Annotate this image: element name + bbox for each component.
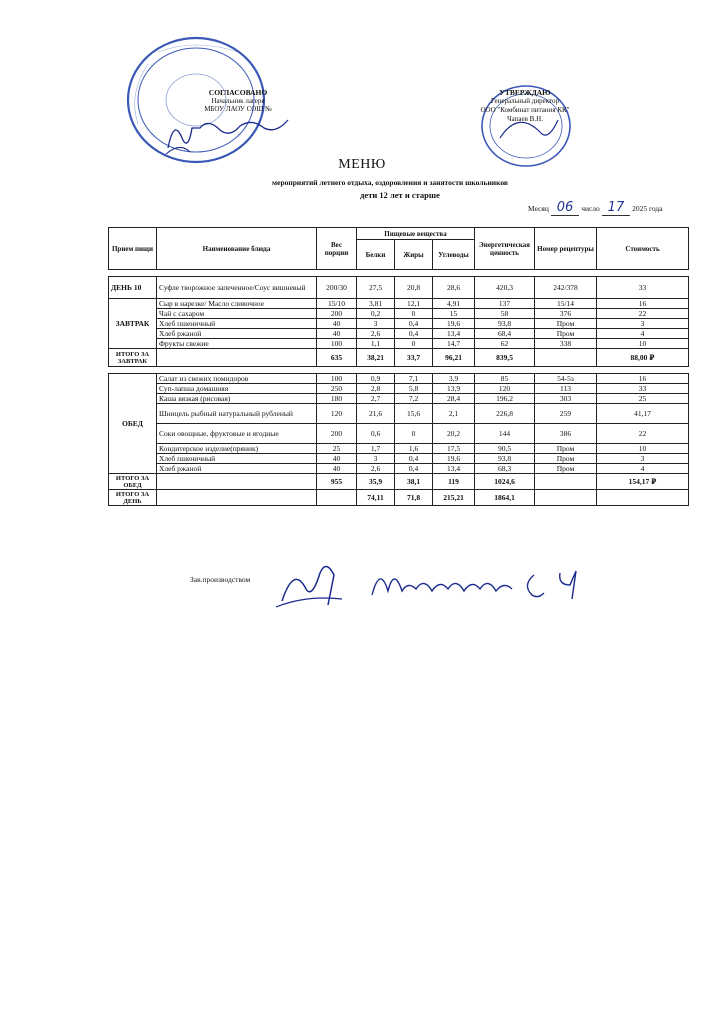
fat-cell: 12,1 — [395, 299, 433, 309]
recipe-cell: Пром — [535, 329, 597, 339]
day-value: 17 — [602, 200, 631, 216]
carbs-cell: 17,5 — [433, 444, 475, 454]
header-fat: Жиры — [395, 240, 433, 270]
header-nutrients: Пищевые вещества — [357, 228, 475, 240]
protein-cell: 74,11 — [357, 490, 395, 506]
carbs-cell: 19,6 — [433, 319, 475, 329]
fat-cell: 71,8 — [395, 490, 433, 506]
month-value: 06 — [551, 200, 580, 216]
cost-cell: 33 — [597, 277, 689, 299]
total-label-cell: ИТОГО ЗА ЗАВТРАК — [109, 349, 157, 367]
carbs-cell: 215,21 — [433, 490, 475, 506]
table-row — [109, 277, 689, 299]
energy-cell: 137 — [475, 299, 535, 309]
carbs-cell: 20,2 — [433, 424, 475, 444]
energy-cell: 144 — [475, 424, 535, 444]
header-recipe: Номер рецептуры — [535, 228, 597, 270]
cost-cell: 10 — [597, 339, 689, 349]
energy-cell: 120 — [475, 384, 535, 394]
fat-cell: 0 — [395, 339, 433, 349]
weight-cell: 40 — [317, 464, 357, 474]
header-dish: Наименование блюда — [157, 228, 317, 270]
carbs-cell: 4,91 — [433, 299, 475, 309]
table-row — [109, 309, 689, 319]
fat-cell: 38,1 — [395, 474, 433, 490]
table-row — [109, 444, 689, 454]
protein-cell: 3,81 — [357, 299, 395, 309]
dish-cell: Каша вязкая (рисовая) — [157, 394, 317, 404]
carbs-cell: 13,9 — [433, 384, 475, 394]
protein-cell: 0,2 — [357, 309, 395, 319]
menu-table — [108, 227, 689, 506]
breakfast-total-row — [109, 349, 689, 367]
recipe-cell: Пром — [535, 454, 597, 464]
approval-block-right — [470, 88, 580, 124]
energy-cell: 85 — [475, 374, 535, 384]
recipe-cell: 376 — [535, 309, 597, 319]
carbs-cell: 14,7 — [433, 339, 475, 349]
protein-cell: 2,8 — [357, 384, 395, 394]
approval-right-line1: Генеральный директор — [491, 97, 559, 105]
recipe-cell: 338 — [535, 339, 597, 349]
header-energy: Энергетическая ценность — [475, 228, 535, 270]
protein-cell: 1,1 — [357, 339, 395, 349]
dish-cell: Хлеб ржаной — [157, 329, 317, 339]
energy-cell: 196,2 — [475, 394, 535, 404]
energy-cell: 68,3 — [475, 464, 535, 474]
carbs-cell: 96,21 — [433, 349, 475, 367]
protein-cell: 2,6 — [357, 329, 395, 339]
dish-cell: Суп-лапша домашняя — [157, 384, 317, 394]
weight-cell: 635 — [317, 349, 357, 367]
fat-cell: 0 — [395, 309, 433, 319]
energy-cell: 90,5 — [475, 444, 535, 454]
header-protein: Белки — [357, 240, 395, 270]
fat-cell: 0,4 — [395, 319, 433, 329]
recipe-cell: 303 — [535, 394, 597, 404]
recipe-cell: 386 — [535, 424, 597, 444]
dish-cell: Фрукты свежие — [157, 339, 317, 349]
table-row — [109, 339, 689, 349]
fat-cell: 0 — [395, 424, 433, 444]
weight-cell: 40 — [317, 454, 357, 464]
fat-cell: 0,4 — [395, 454, 433, 464]
weight-cell: 100 — [317, 374, 357, 384]
recipe-cell: 54-5з — [535, 374, 597, 384]
protein-cell: 2,7 — [357, 394, 395, 404]
cost-cell: 154,17 ₽ — [597, 474, 689, 490]
signature-left — [160, 108, 310, 158]
header-cost: Стоимость — [597, 228, 689, 270]
age-group: дети 12 лет и старше — [360, 190, 440, 200]
recipe-cell: 259 — [535, 404, 597, 424]
approval-right-line2: ООО "Комбинат питания КК" — [480, 106, 570, 114]
carbs-cell: 28,4 — [433, 394, 475, 404]
dish-cell: Хлеб пшеничный — [157, 319, 317, 329]
fat-cell: 0,4 — [395, 329, 433, 339]
cost-cell: 3 — [597, 454, 689, 464]
dish-cell: Шницель рыбный натуральный рубленый — [157, 404, 317, 424]
table-row — [109, 299, 689, 309]
cost-cell: 22 — [597, 424, 689, 444]
carbs-cell: 13,4 — [433, 329, 475, 339]
carbs-cell: 15 — [433, 309, 475, 319]
protein-cell: 35,9 — [357, 474, 395, 490]
protein-cell: 21,6 — [357, 404, 395, 424]
cost-cell: 41,17 — [597, 404, 689, 424]
approval-right-line3: Чапаев В.Н. — [507, 115, 543, 123]
fat-cell: 20,8 — [395, 277, 433, 299]
handwritten-signature — [276, 555, 596, 615]
day-label: число — [581, 204, 600, 213]
protein-cell: 27,5 — [357, 277, 395, 299]
energy-cell: 226,8 — [475, 404, 535, 424]
approval-left-line2: МБОУ ЛАОУ СОШ № — [204, 105, 272, 113]
energy-cell: 68,4 — [475, 329, 535, 339]
table-row — [109, 394, 689, 404]
header-weight: Вес порции — [317, 228, 357, 270]
dish-cell: Суфле творожное запеченное/Соус вишневый — [157, 277, 317, 299]
day-total-row — [109, 490, 689, 506]
weight-cell: 250 — [317, 384, 357, 394]
weight-cell: 180 — [317, 394, 357, 404]
recipe-cell: Пром — [535, 319, 597, 329]
energy-cell: 1024,6 — [475, 474, 535, 490]
dish-cell: Сыр в нарезке/ Масло сливочное — [157, 299, 317, 309]
cost-cell: 16 — [597, 299, 689, 309]
fat-cell: 15,6 — [395, 404, 433, 424]
total-label-cell: ИТОГО ЗА ОБЕД — [109, 474, 157, 490]
protein-cell: 38,21 — [357, 349, 395, 367]
carbs-cell: 119 — [433, 474, 475, 490]
cost-cell: 25 — [597, 394, 689, 404]
cost-cell: 10 — [597, 444, 689, 454]
dish-cell: Чай с сахаром — [157, 309, 317, 319]
header-meal: Прием пищи — [109, 228, 157, 270]
energy-cell: 93,8 — [475, 454, 535, 464]
fat-cell: 7,1 — [395, 374, 433, 384]
weight-cell: 200 — [317, 309, 357, 319]
day-label-cell: ДЕНЬ 10 — [109, 277, 157, 299]
protein-cell: 3 — [357, 319, 395, 329]
energy-cell: 58 — [475, 309, 535, 319]
header-carbs: Углеводы — [433, 240, 475, 270]
weight-cell: 25 — [317, 444, 357, 454]
energy-cell: 62 — [475, 339, 535, 349]
fat-cell: 5,8 — [395, 384, 433, 394]
carbs-cell: 2,1 — [433, 404, 475, 424]
weight-cell: 15/10 — [317, 299, 357, 309]
cost-cell: 33 — [597, 384, 689, 394]
document-subtitle: мероприятий летнего отдыха, оздоровления и занятости школьников — [272, 178, 508, 187]
recipe-cell: 15/14 — [535, 299, 597, 309]
recipe-cell: 242/378 — [535, 277, 597, 299]
dish-cell: Хлеб ржаной — [157, 464, 317, 474]
recipe-cell: Пром — [535, 464, 597, 474]
approval-left-title: СОГЛАСОВАНО — [208, 88, 268, 97]
weight-cell: 200 — [317, 424, 357, 444]
fat-cell: 0,4 — [395, 464, 433, 474]
carbs-cell: 19,6 — [433, 454, 475, 464]
cost-cell: 88,00 ₽ — [597, 349, 689, 367]
approval-right-title: УТВЕРЖДАЮ — [499, 88, 551, 97]
weight-cell: 200/30 — [317, 277, 357, 299]
fat-cell: 33,7 — [395, 349, 433, 367]
protein-cell: 3 — [357, 454, 395, 464]
weight-cell: 120 — [317, 404, 357, 424]
year-text: 2025 года — [632, 204, 663, 213]
total-label-cell: ИТОГО ЗА ДЕНЬ — [109, 490, 157, 506]
dish-cell: Хлеб пшеничный — [157, 454, 317, 464]
protein-cell: 0,6 — [357, 424, 395, 444]
weight-cell: 40 — [317, 319, 357, 329]
carbs-cell: 13,4 — [433, 464, 475, 474]
weight-cell: 955 — [317, 474, 357, 490]
energy-cell: 839,5 — [475, 349, 535, 367]
carbs-cell: 28,6 — [433, 277, 475, 299]
table-row — [109, 424, 689, 444]
month-label: Месяц — [528, 204, 549, 213]
cost-cell: 16 — [597, 374, 689, 384]
recipe-cell: Пром — [535, 444, 597, 454]
breakfast-label: ЗАВТРАК — [109, 299, 157, 349]
table-row — [109, 329, 689, 339]
cost-cell: 4 — [597, 329, 689, 339]
date-line — [528, 200, 663, 215]
fat-cell: 7,2 — [395, 394, 433, 404]
protein-cell: 1,7 — [357, 444, 395, 454]
dish-cell: Салат из свежих помидоров — [157, 374, 317, 384]
table-row — [109, 454, 689, 464]
fat-cell: 1,6 — [395, 444, 433, 454]
document-title: МЕНЮ — [338, 157, 386, 172]
table-row — [109, 319, 689, 329]
table-row — [109, 404, 689, 424]
lunch-label: ОБЕД — [109, 374, 157, 474]
weight-cell: 40 — [317, 329, 357, 339]
table-row — [109, 384, 689, 394]
table-row — [109, 374, 689, 384]
weight-cell: 100 — [317, 339, 357, 349]
recipe-cell: 113 — [535, 384, 597, 394]
dish-cell: Соки овощные, фруктовые и ягодные — [157, 424, 317, 444]
protein-cell: 0,9 — [357, 374, 395, 384]
protein-cell: 2,6 — [357, 464, 395, 474]
energy-cell: 420,3 — [475, 277, 535, 299]
cost-cell: 22 — [597, 309, 689, 319]
lunch-total-row — [109, 474, 689, 490]
production-manager-label: Зав.производством — [190, 575, 251, 584]
cost-cell: 3 — [597, 319, 689, 329]
cost-cell: 4 — [597, 464, 689, 474]
approval-left-line1: Начальник лагеря — [211, 97, 265, 105]
energy-cell: 1864,1 — [475, 490, 535, 506]
table-row — [109, 464, 689, 474]
dish-cell: Кондитерское изделие(пряник) — [157, 444, 317, 454]
energy-cell: 93,8 — [475, 319, 535, 329]
carbs-cell: 3,9 — [433, 374, 475, 384]
